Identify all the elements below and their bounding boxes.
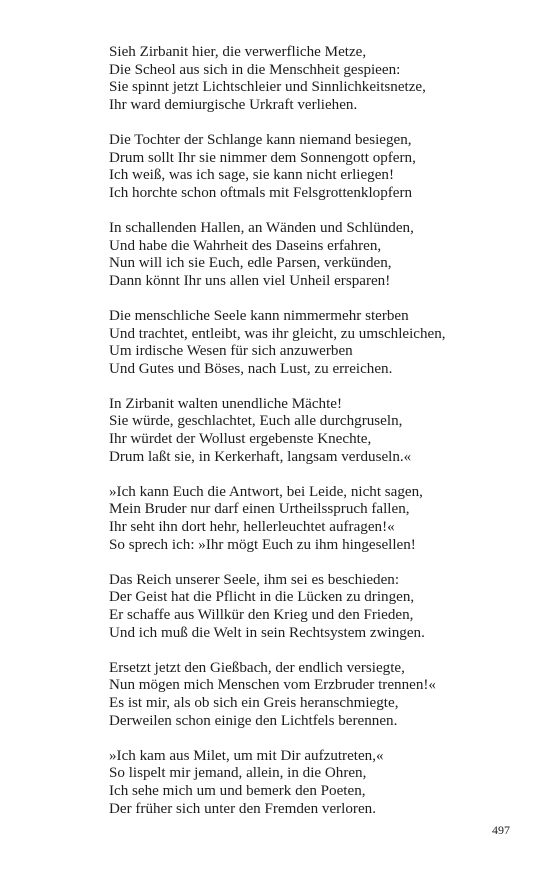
stanza-4 <box>109 308 529 378</box>
verse-line: Drum laßt sie, in Kerkerhaft, langsam verduseln.« <box>109 448 412 465</box>
verse-line: Derweilen schon einige den Lichtfels berennen. <box>109 712 398 729</box>
verse-line: Nun mögen mich Menschen vom Erzbruder trennen!« <box>109 677 436 694</box>
verse-line: Ihr seht ihn dort hehr, hellerleuchtet aufragen!« <box>109 519 395 536</box>
verse-line: »Ich kam aus Milet, um mit Dir aufzutreten,« <box>109 747 384 764</box>
poem-body <box>109 44 529 836</box>
page-number: 497 <box>492 823 510 837</box>
stanza-1 <box>109 44 529 114</box>
verse-line: Ihr ward demiurgische Urkraft verliehen. <box>109 96 358 113</box>
verse-line: Ich horchte schon oftmals mit Felsgrottenklopfern <box>109 184 413 201</box>
verse-line: Sie spinnt jetzt Lichtschleier und Sinnlichkeitsnetze, <box>109 79 426 96</box>
verse-line: Und ich muß die Welt in sein Rechtsystem zwingen. <box>109 624 425 641</box>
verse-line: Die Scheol aus sich in die Menschheit gespieen: <box>109 61 401 78</box>
verse-line: Und Gutes und Böses, nach Lust, zu erreichen. <box>109 360 393 377</box>
verse-line: Sie würde, geschlachtet, Euch alle durchgruseln, <box>109 413 403 430</box>
verse-line: Ersetzt jetzt den Gießbach, der endlich versiegte, <box>109 659 405 676</box>
verse-line: So lispelt mir jemand, allein, in die Ohren, <box>109 765 367 782</box>
verse-line: In Zirbanit walten unendliche Mächte! <box>109 395 343 412</box>
verse-line: Die menschliche Seele kann nimmermehr sterben <box>109 307 409 324</box>
stanza-6 <box>109 484 529 554</box>
verse-line: Das Reich unserer Seele, ihm sei es beschieden: <box>109 571 400 588</box>
verse-line: Und habe die Wahrheit des Daseins erfahren, <box>109 237 382 254</box>
verse-line: Dann könnt Ihr uns allen viel Unheil ersparen! <box>109 272 391 289</box>
stanza-2 <box>109 132 529 202</box>
stanza-9 <box>109 748 529 818</box>
verse-line: In schallenden Hallen, an Wänden und Schlünden, <box>109 219 414 236</box>
verse-line: Und trachtet, entleibt, was ihr gleicht, zu umschleichen, <box>109 325 446 342</box>
verse-line: So sprech ich: »Ihr mögt Euch zu ihm hingesellen! <box>109 536 416 553</box>
verse-line: Er schaffe aus Willkür den Krieg und den Frieden, <box>109 607 414 623</box>
verse-line: »Ich kann Euch die Antwort, bei Leide, nicht sagen, <box>109 483 423 500</box>
verse-line: Sieh Zirbanit hier, die verwerfliche Metze, <box>109 44 367 60</box>
verse-line: Mein Bruder nur darf einen Urtheilsspruch fallen, <box>109 501 410 518</box>
verse-line: Ihr würdet der Wollust ergebenste Knechte, <box>109 431 372 448</box>
verse-line: Nun will ich sie Euch, edle Parsen, verkünden, <box>109 255 392 272</box>
verse-line: Ich sehe mich um und bemerk den Poeten, <box>109 782 366 799</box>
stanza-7 <box>109 572 529 642</box>
verse-line: Es ist mir, als ob sich ein Greis heranschmiegte, <box>109 694 399 711</box>
stanza-3 <box>109 220 529 290</box>
verse-line: Um irdische Wesen für sich anzuwerben <box>109 343 353 360</box>
verse-line: Ich weiß, was ich sage, sie kann nicht erliegen! <box>109 167 394 184</box>
stanza-5 <box>109 396 529 466</box>
verse-line: Der früher sich unter den Fremden verloren. <box>109 800 376 817</box>
stanza-8 <box>109 660 529 730</box>
verse-line: Drum sollt Ihr sie nimmer dem Sonnengott opfern, <box>109 149 416 166</box>
verse-line: Die Tochter der Schlange kann niemand besiegen, <box>109 131 412 148</box>
verse-line: Der Geist hat die Pflicht in die Lücken zu dringen, <box>109 589 415 606</box>
